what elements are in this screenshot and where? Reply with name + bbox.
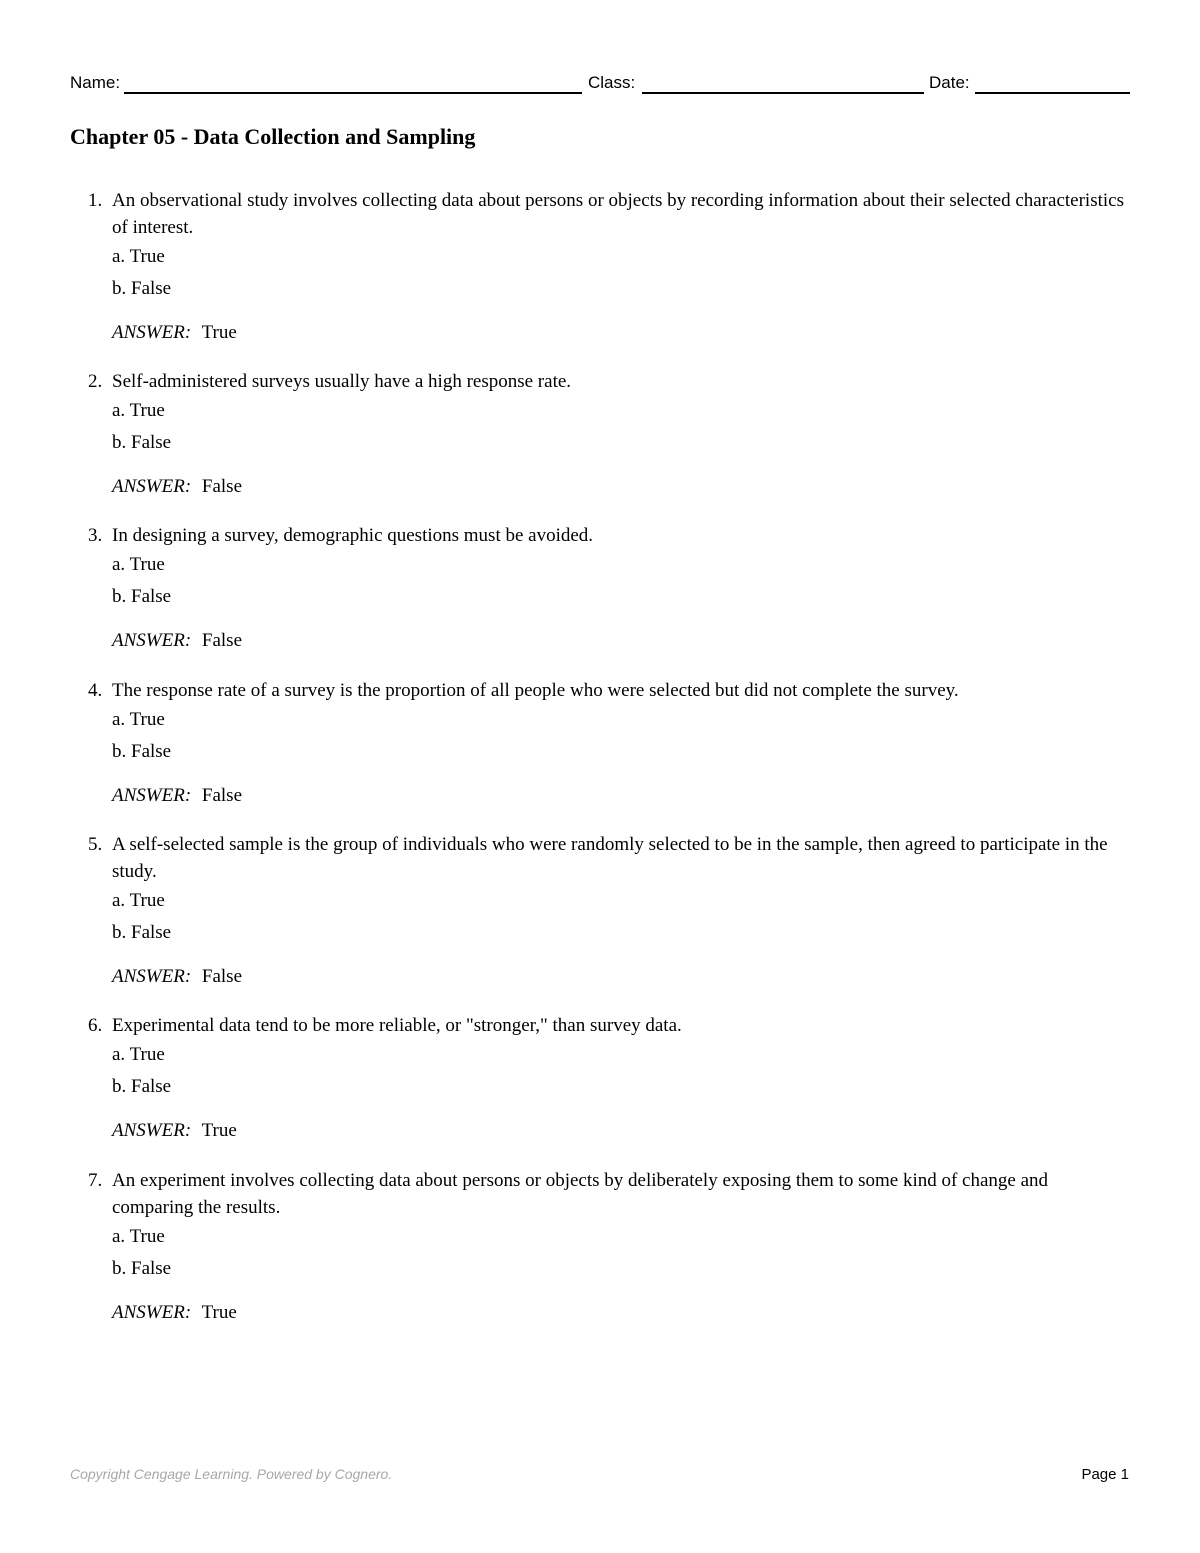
question-number: 5. bbox=[88, 834, 103, 855]
answer-value: True bbox=[201, 1302, 237, 1323]
option-false: b. False bbox=[112, 278, 172, 299]
question-number: 4. bbox=[88, 680, 103, 701]
answer-label: ANSWER: bbox=[112, 630, 192, 651]
class-label: Class: bbox=[588, 73, 636, 92]
option-false: b. False bbox=[112, 741, 172, 762]
question-text: In designing a survey, demographic questions must be avoided. bbox=[112, 525, 594, 546]
answer-value: True bbox=[201, 1120, 237, 1141]
answer-line bbox=[112, 627, 1133, 654]
question-number: 3. bbox=[88, 525, 103, 546]
option-false: b. False bbox=[112, 1076, 172, 1097]
page-number: Page 1 bbox=[1081, 1466, 1129, 1483]
answer-value: False bbox=[201, 966, 243, 987]
option-false: b. False bbox=[112, 432, 172, 453]
answer-label: ANSWER: bbox=[112, 1302, 192, 1323]
question-text: An experiment involves collecting data about persons or objects by deliberately exposing them to some kind of change and comparing the results. bbox=[112, 1170, 1049, 1218]
question-item bbox=[88, 677, 1133, 809]
name-label: Name: bbox=[70, 73, 121, 92]
answer-line bbox=[112, 963, 1133, 990]
answer-value: False bbox=[201, 476, 243, 497]
answer-label: ANSWER: bbox=[112, 785, 192, 806]
option-true: a. True bbox=[112, 554, 165, 575]
class-blank-line bbox=[642, 92, 924, 94]
answer-value: False bbox=[201, 785, 243, 806]
question-text: The response rate of a survey is the proportion of all people who were selected but did not complete the survey. bbox=[112, 680, 959, 701]
question-number: 7. bbox=[88, 1170, 103, 1191]
student-info-header bbox=[70, 72, 1130, 96]
option-false: b. False bbox=[112, 586, 172, 607]
option-true: a. True bbox=[112, 1044, 165, 1065]
question-text: Experimental data tend to be more reliable, or "stronger," than survey data. bbox=[112, 1015, 682, 1036]
answer-line bbox=[112, 1299, 1133, 1326]
question-item bbox=[88, 1167, 1133, 1326]
question-number: 1. bbox=[88, 190, 103, 211]
date-blank-line bbox=[975, 92, 1130, 94]
question-item bbox=[88, 368, 1133, 500]
name-blank-line bbox=[124, 92, 582, 94]
option-true: a. True bbox=[112, 1226, 165, 1247]
copyright-notice: Copyright Cengage Learning. Powered by Cognero. bbox=[70, 1466, 393, 1482]
option-false: b. False bbox=[112, 922, 172, 943]
question-item bbox=[88, 831, 1133, 990]
answer-label: ANSWER: bbox=[112, 322, 192, 343]
answer-line bbox=[112, 473, 1133, 500]
option-true: a. True bbox=[112, 709, 165, 730]
answer-value: False bbox=[201, 630, 243, 651]
option-true: a. True bbox=[112, 246, 165, 267]
question-item bbox=[88, 522, 1133, 654]
question-text: Self-administered surveys usually have a high response rate. bbox=[112, 371, 572, 392]
option-true: a. True bbox=[112, 400, 165, 421]
question-text: An observational study involves collecting data about persons or objects by recording information about their selected characteristics of interest. bbox=[112, 190, 1124, 238]
question-item bbox=[88, 187, 1133, 346]
option-false: b. False bbox=[112, 1258, 172, 1279]
question-text: A self-selected sample is the group of individuals who were randomly selected to be in the sample, then agreed to participate in the study. bbox=[112, 834, 1108, 882]
option-true: a. True bbox=[112, 890, 165, 911]
question-number: 2. bbox=[88, 371, 103, 392]
answer-label: ANSWER: bbox=[112, 1120, 192, 1141]
date-label: Date: bbox=[929, 73, 970, 92]
answer-label: ANSWER: bbox=[112, 476, 192, 497]
answer-value: True bbox=[201, 322, 237, 343]
answer-label: ANSWER: bbox=[112, 966, 192, 987]
question-item bbox=[88, 1012, 1133, 1144]
chapter-title: Chapter 05 - Data Collection and Sampling bbox=[70, 124, 476, 149]
answer-line bbox=[112, 782, 1133, 809]
answer-line bbox=[112, 1117, 1133, 1144]
answer-line bbox=[112, 319, 1133, 346]
question-number: 6. bbox=[88, 1015, 103, 1036]
